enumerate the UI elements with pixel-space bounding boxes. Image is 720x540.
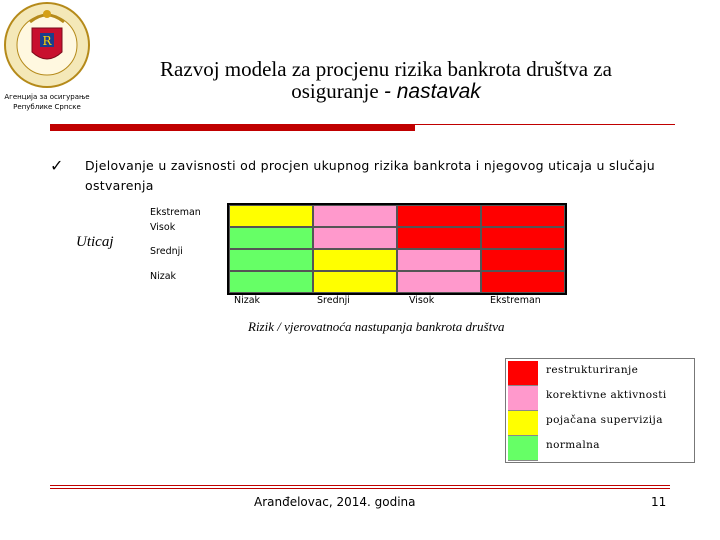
legend-swatch [508, 436, 538, 461]
matrix-cell-r3-c4 [481, 249, 565, 271]
y-axis-title: Uticaj [76, 234, 114, 250]
legend-swatch [508, 386, 538, 411]
title-line-1: Razvoj modela za procjenu rizika bankrota društva za [160, 57, 612, 81]
matrix-cell-r4-c2 [313, 271, 397, 293]
matrix-cell-r1-c3 [397, 205, 481, 227]
y-label-ekstreman: Ekstreman [150, 207, 201, 218]
legend-item [508, 411, 694, 436]
agency-logo [0, 0, 95, 117]
page-number: 11 [651, 495, 667, 509]
title-divider-thick [50, 124, 415, 131]
y-label-visok: Visok [150, 222, 176, 233]
legend-swatch [508, 411, 538, 436]
matrix-cell-r2-c2 [313, 227, 397, 249]
matrix-cell-r4-c4 [481, 271, 565, 293]
logo-caption-2: Републике Српске [13, 103, 81, 111]
title-line-2-italic: - nastavak [383, 80, 481, 103]
legend [505, 358, 695, 463]
matrix-cell-r2-c4 [481, 227, 565, 249]
footer-divider [50, 485, 670, 489]
legend-label: normalna [546, 439, 600, 451]
y-label-nizak: Nizak [150, 271, 177, 282]
matrix-cell-r3-c3 [397, 249, 481, 271]
legend-label: restrukturiranje [546, 364, 639, 376]
matrix-cell-r3-c1 [229, 249, 313, 271]
matrix-cell-r1-c1 [229, 205, 313, 227]
logo-caption-1: Агенција за осигурање [4, 93, 90, 101]
x-label-visok: Visok [409, 295, 435, 306]
matrix-cell-r2-c1 [229, 227, 313, 249]
svg-text:R: R [42, 34, 52, 48]
legend-item [508, 436, 694, 461]
matrix-cell-r2-c3 [397, 227, 481, 249]
legend-swatch [508, 361, 538, 386]
legend-item [508, 361, 694, 386]
legend-label: korektivne aktivnosti [546, 389, 667, 401]
risk-matrix [227, 203, 567, 295]
x-label-srednji: Srednji [317, 295, 350, 306]
matrix-cell-r4-c1 [229, 271, 313, 293]
x-label-ekstreman: Ekstreman [490, 295, 541, 306]
bullet-text: Djelovanje u zavisnosti od procjen ukupnog rizika bankrota i njegovog uticaja u slučaju ostvarenja [85, 158, 655, 193]
x-axis-title: Rizik / vjerovatnoća nastupanja bankrota društva [248, 319, 505, 334]
footer-text: Aranđelovac, 2014. godina [254, 495, 416, 509]
checkmark-icon: ✓ [50, 158, 64, 175]
legend-label: pojačana supervizija [546, 414, 663, 426]
matrix-cell-r3-c2 [313, 249, 397, 271]
matrix-cell-r1-c2 [313, 205, 397, 227]
title-line-2 [96, 80, 676, 103]
y-label-srednji: Srednji [150, 246, 183, 257]
matrix-cell-r1-c4 [481, 205, 565, 227]
legend-item [508, 386, 694, 411]
title-line-2-plain: osiguranje [291, 79, 384, 103]
matrix-cell-r4-c3 [397, 271, 481, 293]
x-label-nizak: Nizak [234, 295, 261, 306]
slide-title [96, 58, 676, 103]
